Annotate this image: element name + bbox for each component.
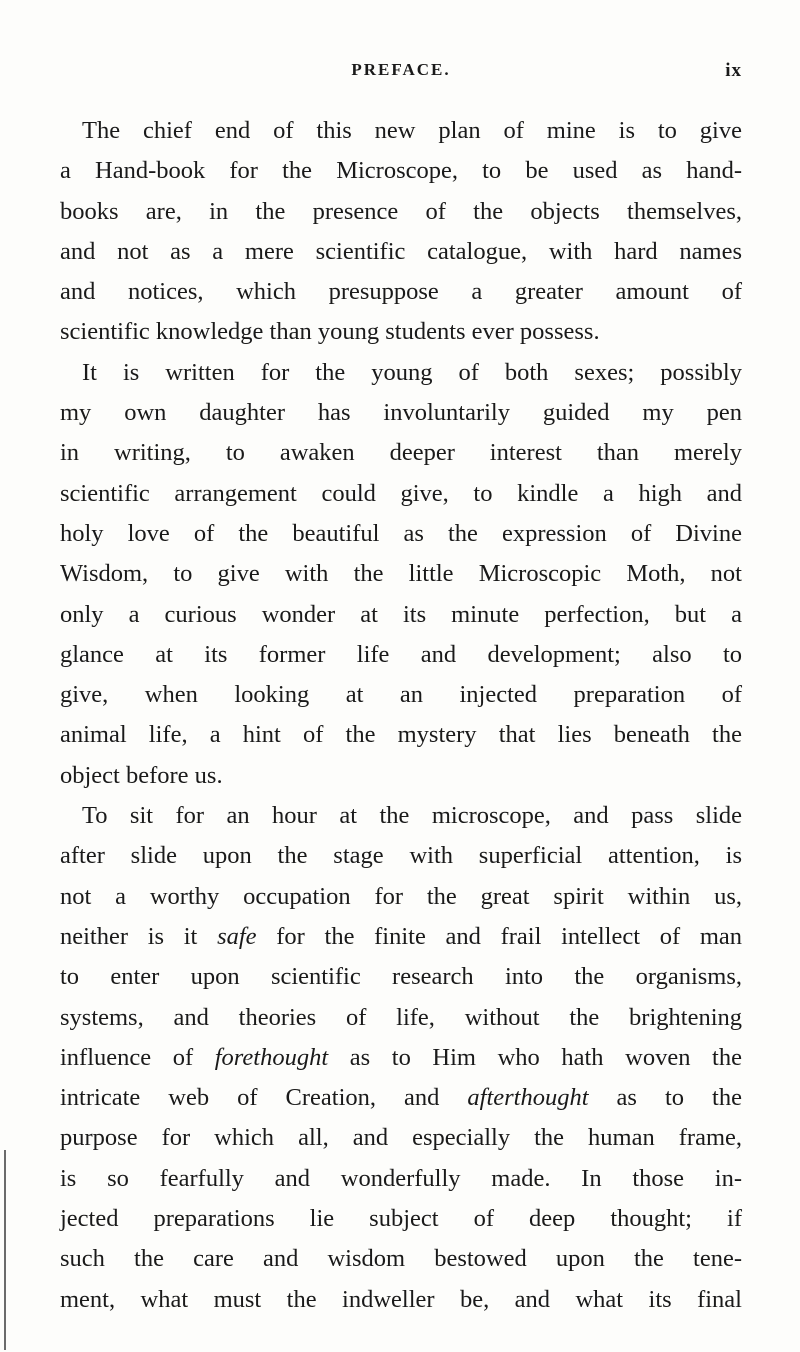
text-line: a Hand-book for the Microscope, to be used as hand- (60, 157, 742, 185)
text-line: purpose for which all, and especially the human frame, (60, 1124, 742, 1152)
text-line: neither is it safe for the finite and frail intellect of man (60, 922, 742, 950)
text-line: jected preparations lie subject of deep thought; if (60, 1205, 742, 1233)
text-line: to enter upon scientific research into the organisms, (60, 963, 742, 991)
text-line: and not as a mere scientific catalogue, with hard names (60, 237, 742, 265)
text-line: It is written for the young of both sexes; possibly (82, 358, 742, 386)
text-line: not a worthy occupation for the great spirit within us, (60, 882, 742, 910)
page-number: ix (725, 60, 742, 81)
text-line: scientific arrangement could give, to kindle a high and (60, 479, 742, 507)
running-title: PREFACE. (351, 60, 451, 79)
running-head (60, 60, 742, 88)
text-line: ment, what must the indweller be, and what its final (60, 1285, 742, 1313)
text-line: The chief end of this new plan of mine is to give (82, 117, 742, 144)
text-line: give, when looking at an injected preparation of (60, 681, 742, 709)
text-line: intricate web of Creation, and afterthought as to the (60, 1084, 742, 1112)
text-line: only a curious wonder at its minute perfection, but a (60, 600, 742, 628)
body-text (60, 111, 742, 1320)
text-line: in writing, to awaken deeper interest than merely (60, 439, 742, 467)
text-line: glance at its former life and development; also to (60, 640, 742, 668)
text-line: books are, in the presence of the objects themselves, (60, 197, 742, 225)
text-line: such the care and wisdom bestowed upon the tene- (60, 1245, 742, 1273)
text-line: object before us. (60, 761, 223, 789)
text-line: animal life, a hint of the mystery that lies beneath the (60, 721, 742, 749)
text-line: and notices, which presuppose a greater amount of (60, 278, 742, 306)
text-line: To sit for an hour at the microscope, and pass slide (82, 802, 742, 830)
text-line: holy love of the beautiful as the expression of Divine (60, 519, 742, 547)
text-line: Wisdom, to give with the little Microscopic Moth, not (60, 560, 742, 588)
text-line: influence of forethought as to Him who hath woven the (60, 1043, 742, 1071)
text-line: systems, and theories of life, without the brightening (60, 1003, 742, 1031)
text-line: my own daughter has involuntarily guided my pen (60, 399, 742, 427)
text-line: after slide upon the stage with superficial attention, is (60, 842, 742, 870)
text-line: is so fearfully and wonderfully made. In those in- (60, 1164, 742, 1192)
page-edge-rule (4, 1150, 6, 1350)
text-line: scientific knowledge than young students ever possess. (60, 318, 600, 346)
